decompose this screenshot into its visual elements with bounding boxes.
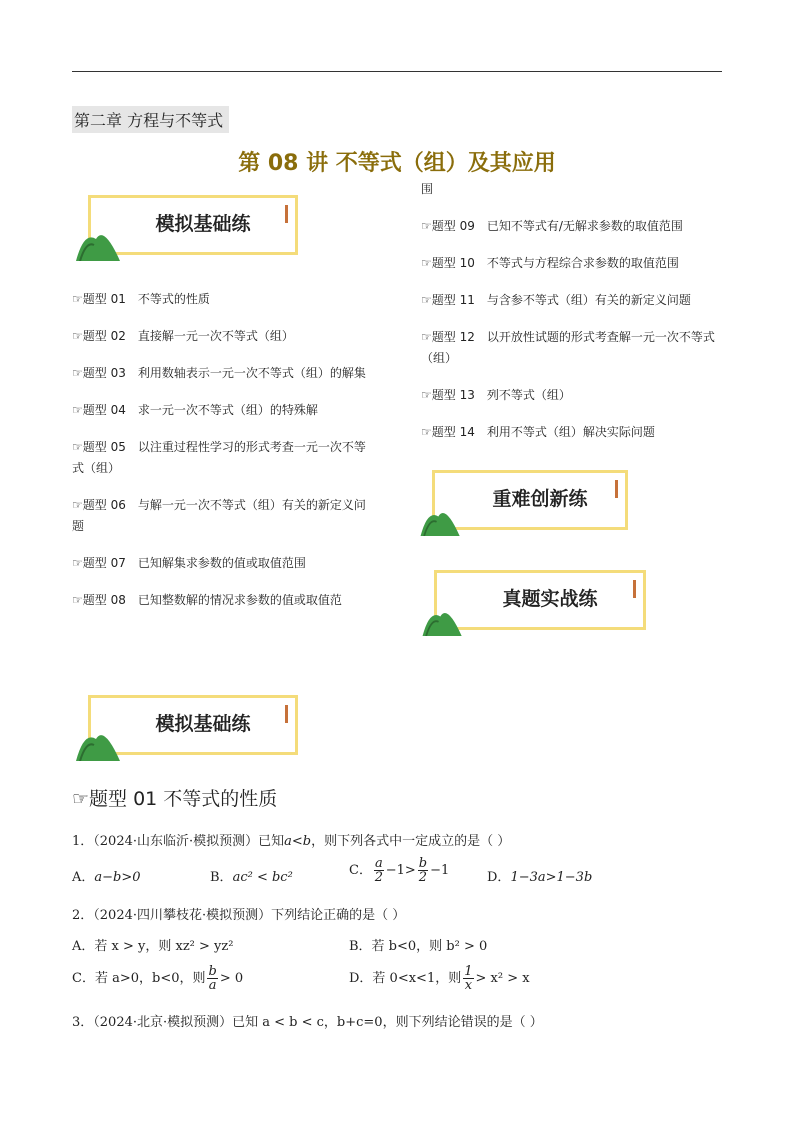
toc-item-08[interactable]: ☞题型 08 已知整数解的情况求参数的值或取值范 [72, 593, 342, 607]
lecture-title: 第 08 讲 不等式（组）及其应用 [238, 151, 556, 176]
header-rule [72, 71, 722, 72]
toc-item-07[interactable]: ☞题型 07 已知解集求参数的值或取值范围 [72, 556, 306, 570]
toc-item-06[interactable]: ☞题型 06 与解一元一次不等式（组）有关的新定义问题 [72, 498, 366, 533]
question-1-option-b[interactable]: B．ac² < bc² [210, 870, 293, 885]
hill-icon [74, 725, 124, 761]
banner-basic-practice [78, 195, 298, 261]
question-2-option-c[interactable]: C．若 a>0，b<0，则 $\frac{b}{a}$ > 0 [72, 964, 244, 993]
banner-label: 模拟基础练 [155, 213, 251, 235]
question-1-option-d[interactable]: D．1−3a>1−3b [487, 870, 593, 885]
toc-item-10[interactable]: ☞题型 10 不等式与方程综合求参数的取值范围 [421, 256, 679, 270]
banner-label: 重难创新练 [492, 488, 588, 510]
question-2-option-a[interactable]: A．若 x > y，则 xz² > yz² [72, 939, 234, 954]
question-2-stem: 2．（2024·四川攀枝花·模拟预测）下列结论正确的是（ ） [72, 908, 406, 923]
fraction: $\frac{b}{2}$ [418, 856, 428, 885]
chapter-label: 第二章 方程与不等式 [72, 106, 229, 133]
toc-item-09[interactable]: ☞题型 09 已知不等式有/无解求参数的取值范围 [421, 219, 683, 233]
fraction: $\frac{a}{2}$ [374, 856, 383, 885]
section-heading: ☞题型 01 不等式的性质 [72, 788, 278, 810]
toc-item-14[interactable]: ☞题型 14 利用不等式（组）解决实际问题 [421, 425, 655, 439]
toc-item-02[interactable]: ☞题型 02 直接解一元一次不等式（组） [72, 329, 294, 343]
toc-item-01[interactable]: ☞题型 01 不等式的性质 [72, 292, 210, 306]
banner-label: 模拟基础练 [155, 713, 251, 735]
hill-icon [418, 504, 464, 536]
toc-item-11[interactable]: ☞题型 11 与含参不等式（组）有关的新定义问题 [421, 293, 691, 307]
toc-item-03[interactable]: ☞题型 03 利用数轴表示一元一次不等式（组）的解集 [72, 366, 366, 380]
hill-icon [74, 225, 124, 261]
banner-label: 真题实战练 [502, 588, 598, 610]
fraction: $\frac{1}{x}$ [464, 964, 473, 993]
toc-item-12[interactable]: ☞题型 12 以开放性试题的形式考查解一元一次不等式（组） [421, 330, 715, 365]
question-1-option-c[interactable]: C． $\frac{a}{2}$ −1> $\frac{b}{2}$ −1 [349, 856, 450, 885]
toc-item-13[interactable]: ☞题型 13 列不等式（组） [421, 388, 571, 402]
question-2-option-d[interactable]: D．若 0<x<1，则 $\frac{1}{x}$ > x² > x [349, 964, 530, 993]
hill-icon [420, 604, 466, 636]
fraction: $\frac{b}{a}$ [208, 964, 217, 993]
toc-right-column [421, 179, 721, 459]
banner-hard-innovation [422, 470, 628, 536]
banner-real-exam [424, 570, 646, 636]
toc-left-column [72, 289, 372, 627]
question-2-option-b[interactable]: B．若 b<0，则 b² > 0 [349, 939, 488, 954]
question-1-stem: 1．（2024·山东临沂·模拟预测）已知a<b，则下列各式中一定成立的是（ ） [72, 834, 511, 849]
toc-item-04[interactable]: ☞题型 04 求一元一次不等式（组）的特殊解 [72, 403, 318, 417]
toc-item-05[interactable]: ☞题型 05 以注重过程性学习的形式考查一元一次不等式（组） [72, 440, 366, 475]
toc-item-08-cont: 围 [421, 182, 434, 196]
question-1-option-a[interactable]: A．a−b>0 [72, 870, 141, 885]
banner-basic-practice-section [78, 695, 298, 761]
question-3-stem: 3．（2024·北京·模拟预测）已知 a < b < c，b+c=0，则下列结论错误的是（ ） [72, 1015, 543, 1030]
